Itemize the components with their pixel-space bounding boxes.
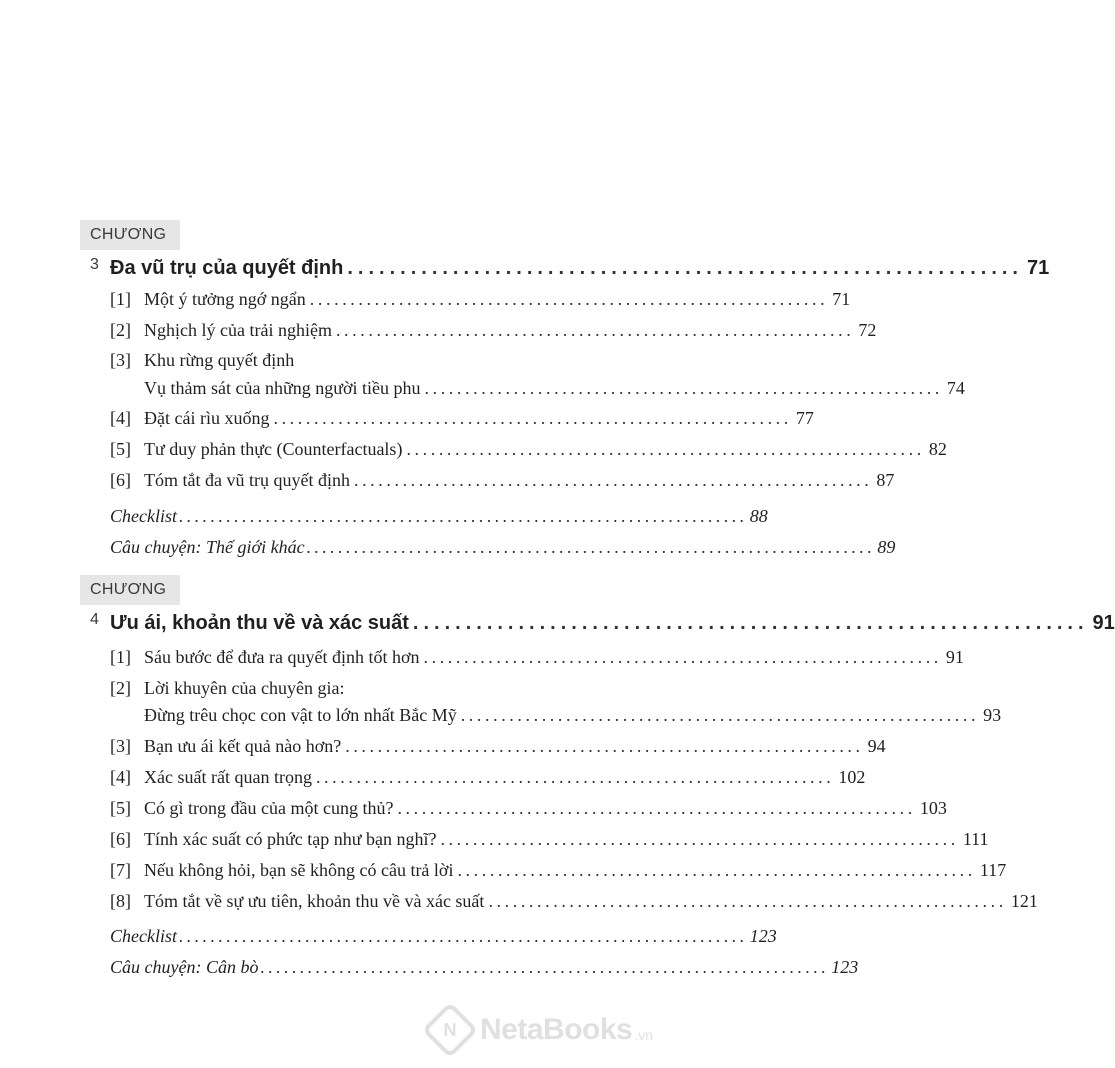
- entry-number: [1]: [110, 647, 131, 667]
- page-number: 121: [1010, 891, 1038, 911]
- page-number: 123: [749, 926, 777, 946]
- dot-leader: ........................................................................: [178, 926, 748, 946]
- entry-label: Checklist: [110, 926, 177, 946]
- entry-number: [4]: [110, 767, 131, 787]
- dot-leader: ................................................................: [412, 612, 1089, 634]
- netabooks-watermark: [430, 1005, 653, 1055]
- entry-label: Bạn ưu ái kết quả nào hơn?: [144, 736, 342, 756]
- netabooks-logo-icon: N: [422, 1002, 479, 1059]
- entry-label: Khu rừng quyết định: [144, 350, 295, 370]
- entry-number: [1]: [110, 289, 131, 309]
- story-entry[interactable]: [110, 955, 859, 979]
- dot-leader: ................................................................: [347, 257, 1023, 279]
- page-number: 117: [979, 860, 1007, 880]
- entry-label: Một ý tưởng ngớ ngẩn: [144, 289, 306, 309]
- toc-entry[interactable]: [110, 827, 989, 851]
- entry-label: Sáu bước để đưa ra quyết định tốt hơn: [144, 647, 420, 667]
- entry-label: Tóm tắt về sự ưu tiên, khoản thu về và xác suất: [144, 891, 485, 911]
- toc-entry[interactable]: [110, 287, 851, 311]
- page-number: 91: [1092, 612, 1115, 634]
- dot-leader: ........................................................................: [260, 957, 830, 977]
- entry-number: [6]: [110, 470, 131, 490]
- page-number: 71: [832, 289, 851, 309]
- story-entry[interactable]: [110, 535, 896, 559]
- dot-leader: ................................................................: [424, 378, 943, 398]
- entry-number: [4]: [110, 408, 131, 428]
- dot-leader: ................................................................: [488, 891, 1007, 911]
- page-number: 77: [795, 408, 814, 428]
- toc-entry[interactable]: [110, 734, 886, 758]
- dot-leader: ................................................................: [397, 798, 916, 818]
- toc-entry[interactable]: [110, 796, 947, 820]
- entry-number: [3]: [110, 736, 131, 756]
- toc-entry[interactable]: [110, 645, 964, 669]
- toc-entry[interactable]: [110, 318, 877, 342]
- chapter-4-title-row[interactable]: [110, 611, 1115, 635]
- entry-label: Nếu không hỏi, bạn sẽ không có câu trả lời: [144, 860, 454, 880]
- dot-leader: ................................................................: [315, 767, 835, 787]
- page-number: 87: [876, 470, 895, 490]
- dot-leader: ........................................................................: [306, 537, 876, 557]
- page-number: 71: [1026, 257, 1050, 279]
- dot-leader: ........................................................................: [178, 506, 748, 526]
- toc-entry[interactable]: [110, 468, 895, 492]
- dot-leader: ................................................................: [309, 289, 829, 309]
- chapter-3-title-row[interactable]: [110, 256, 1050, 280]
- dot-leader: ................................................................: [273, 408, 792, 428]
- page-number: 74: [946, 378, 965, 398]
- entry-label-continued: Đừng trêu chọc con vật to lớn nhất Bắc Mỹ: [144, 705, 457, 725]
- page-number: 102: [838, 767, 866, 787]
- entry-label: Nghịch lý của trải nghiệm: [144, 320, 332, 340]
- page-number: 111: [962, 829, 989, 849]
- dot-leader: ................................................................: [460, 705, 980, 725]
- entry-number: [5]: [110, 439, 131, 459]
- dot-leader: ................................................................: [353, 470, 873, 490]
- entry-label-continued: Vụ thảm sát của những người tiều phu: [144, 378, 421, 398]
- checklist-entry[interactable]: [110, 924, 777, 948]
- dot-leader: ................................................................: [345, 736, 864, 756]
- entry-number: [8]: [110, 891, 131, 911]
- checklist-entry[interactable]: [110, 504, 768, 528]
- chapter-title: Đa vũ trụ của quyết định: [110, 257, 344, 279]
- toc-entry[interactable]: [110, 348, 600, 372]
- page-number: 123: [831, 957, 859, 977]
- page-number: 93: [983, 705, 1002, 725]
- entry-label: Câu chuyện: Cân bò: [110, 957, 259, 977]
- chapter-title: Ưu ái, khoản thu về và xác suất: [110, 612, 409, 634]
- toc-entry[interactable]: [110, 858, 1007, 882]
- entry-number: [3]: [110, 350, 131, 370]
- entry-label: Tính xác suất có phức tạp như bạn nghĩ?: [144, 829, 437, 849]
- entry-number: [7]: [110, 860, 131, 880]
- watermark-brand: NetaBooks: [480, 1013, 633, 1046]
- chapter-3-tag: CHƯƠNG 3: [80, 220, 180, 250]
- toc-entry[interactable]: [110, 437, 947, 461]
- entry-label: Tư duy phản thực (Counterfactuals): [144, 439, 403, 459]
- chapter-4-tag: CHƯƠNG 4: [80, 575, 180, 605]
- entry-label: Checklist: [110, 506, 177, 526]
- entry-label: Câu chuyện: Thế giới khác: [110, 537, 305, 557]
- toc-entry-continuation[interactable]: [144, 376, 965, 400]
- entry-label: Xác suất rất quan trọng: [144, 767, 312, 787]
- toc-entry[interactable]: [110, 406, 814, 430]
- dot-leader: ................................................................: [440, 829, 959, 849]
- entry-label: Có gì trong đầu của một cung thủ?: [144, 798, 394, 818]
- page-number: 103: [919, 798, 947, 818]
- watermark-suffix: .vn: [634, 1027, 653, 1043]
- entry-number: [6]: [110, 829, 131, 849]
- page-number: 94: [867, 736, 886, 756]
- dot-leader: ................................................................: [423, 647, 942, 667]
- dot-leader: ................................................................: [457, 860, 976, 880]
- entry-label: Tóm tắt đa vũ trụ quyết định: [144, 470, 350, 490]
- dot-leader: ................................................................: [406, 439, 925, 459]
- entry-label: Đặt cái rìu xuống: [144, 408, 270, 428]
- toc-entry[interactable]: [110, 676, 600, 700]
- toc-entry-continuation[interactable]: [144, 703, 1002, 727]
- dot-leader: ................................................................: [335, 320, 855, 340]
- entry-label: Lời khuyên của chuyên gia:: [144, 678, 345, 698]
- toc-entry[interactable]: [110, 889, 1038, 913]
- page-number: 91: [945, 647, 964, 667]
- page-number: 88: [749, 506, 768, 526]
- entry-number: [5]: [110, 798, 131, 818]
- entry-number: [2]: [110, 320, 131, 340]
- page-number: 89: [877, 537, 896, 557]
- entry-number: [2]: [110, 678, 131, 698]
- toc-entry[interactable]: [110, 765, 866, 789]
- page-number: 72: [858, 320, 877, 340]
- page-number: 82: [928, 439, 947, 459]
